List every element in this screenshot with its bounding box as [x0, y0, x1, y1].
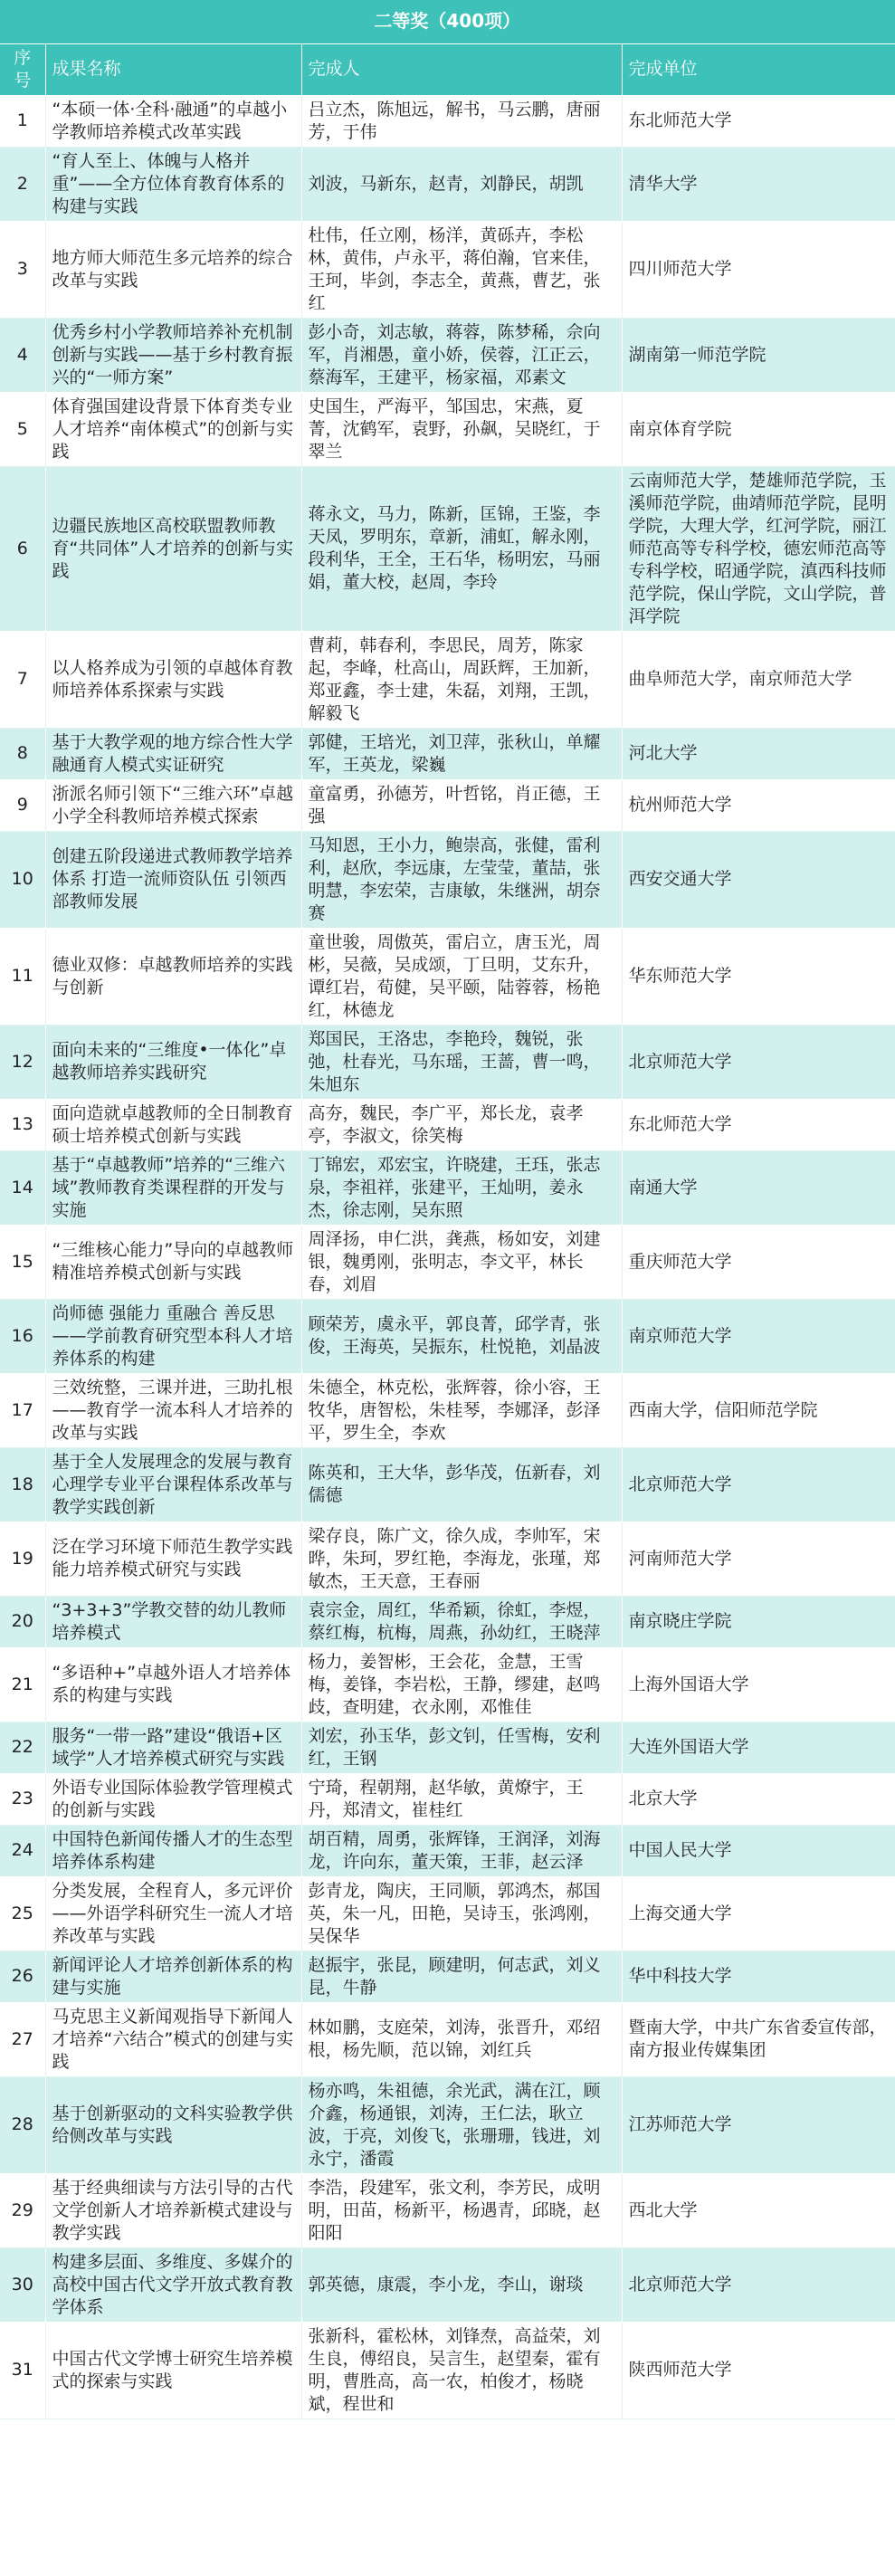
- header-members: 完成人: [301, 43, 622, 95]
- table-row: [0, 1773, 895, 1825]
- table-row: [0, 631, 895, 728]
- header-unit: 完成单位: [622, 43, 895, 95]
- cell-name: 面向未来的“三维度•一体化”卓越教师培养实践研究: [45, 1025, 301, 1099]
- table-row: [0, 779, 895, 831]
- cell-name: 以人格养成为引领的卓越体育教师培养体系探索与实践: [45, 631, 301, 728]
- table-row: [0, 2247, 895, 2322]
- cell-no: 3: [0, 221, 45, 318]
- table-title: 二等奖（400项）: [0, 0, 895, 43]
- table-row: [0, 1647, 895, 1722]
- cell-name: 中国古代文学博士研究生培养模式的探索与实践: [45, 2322, 301, 2419]
- cell-no: 30: [0, 2247, 45, 2322]
- cell-no: 23: [0, 1773, 45, 1825]
- cell-unit: 杭州师范大学: [622, 779, 895, 831]
- cell-unit: 西安交通大学: [622, 831, 895, 928]
- cell-unit: 清华大学: [622, 147, 895, 221]
- cell-members: 杜伟，任立刚，杨洋，黄砾卉，李松林，黄伟，卢永平，蒋伯瀚，官来佳，王珂，毕剑，李志全，黄燕，曹艺，张红: [301, 221, 622, 318]
- cell-unit: 北京师范大学: [622, 1447, 895, 1522]
- cell-no: 27: [0, 2002, 45, 2076]
- cell-unit: 大连外国语大学: [622, 1722, 895, 1773]
- cell-name: 体育强国建设背景下体育类专业人才培养“南体模式”的创新与实践: [45, 392, 301, 466]
- cell-name: 泛在学习环境下师范生教学实践能力培养模式研究与实践: [45, 1522, 301, 1596]
- cell-members: 李浩，段建军，张文利，李芳民，成明明，田苗，杨新平，杨遇青，邱晓，赵阳阳: [301, 2173, 622, 2247]
- cell-unit: 东北师范大学: [622, 1099, 895, 1150]
- table-title-row: [0, 0, 895, 43]
- cell-name: 地方师大师范生多元培养的综合改革与实践: [45, 221, 301, 318]
- cell-unit: 四川师范大学: [622, 221, 895, 318]
- table-row: [0, 2002, 895, 2076]
- cell-members: 刘波，马新东，赵青，刘静民，胡凯: [301, 147, 622, 221]
- table-row: [0, 1596, 895, 1647]
- cell-name: 优秀乡村小学教师培养补充机制创新与实践——基于乡村教育振兴的“一师方案”: [45, 318, 301, 392]
- cell-name: 基于创新驱动的文科实验教学供给侧改革与实践: [45, 2076, 301, 2173]
- cell-unit: 南京晓庄学院: [622, 1596, 895, 1647]
- cell-unit: 西南大学，信阳师范学院: [622, 1373, 895, 1447]
- table-row: [0, 1722, 895, 1773]
- cell-unit: 江苏师范大学: [622, 2076, 895, 2173]
- cell-unit: 上海外国语大学: [622, 1647, 895, 1722]
- cell-name: 浙派名师引领下“三维六环”卓越小学全科教师培养模式探索: [45, 779, 301, 831]
- cell-unit: 河南师范大学: [622, 1522, 895, 1596]
- cell-no: 8: [0, 728, 45, 779]
- cell-members: 杨力，姜智彬，王会花，金慧，王雪梅，姜锋，李岩松，王静，缪建，赵鸣歧，查明建，衣永刚，邓惟佳: [301, 1647, 622, 1722]
- cell-no: 4: [0, 318, 45, 392]
- cell-members: 童富勇，孙德芳，叶哲铭，肖正德，王强: [301, 779, 622, 831]
- table-row: [0, 1373, 895, 1447]
- cell-unit: 云南师范大学，楚雄师范学院，玉溪师范学院，曲靖师范学院，昆明学院，大理大学，红河学院，丽江师范高等专科学校，德宏师范高等专科学校，昭通学院，滇西科技师范学院，保山学院，文山学院，普洱学院: [622, 466, 895, 631]
- cell-no: 16: [0, 1299, 45, 1373]
- cell-members: 宁琦，程朝翔，赵华敏，黄燎宇，王丹，郑清文，崔桂红: [301, 1773, 622, 1825]
- cell-name: 边疆民族地区高校联盟教师教育“共同体”人才培养的创新与实践: [45, 466, 301, 631]
- cell-members: 童世骏，周傲英，雷启立，唐玉光，周彬，吴薇，吴成颂，丁旦明，艾东升，谭红岩，荀健，吴平颐，陆蓉蓉，杨艳红，林德龙: [301, 928, 622, 1025]
- cell-no: 6: [0, 466, 45, 631]
- header-no: 序号: [0, 43, 45, 95]
- table-row: [0, 1225, 895, 1299]
- table-row: [0, 928, 895, 1025]
- column-header-row: [0, 43, 895, 95]
- cell-name: 中国特色新闻传播人才的生态型培养体系构建: [45, 1825, 301, 1876]
- cell-name: 尚师德 强能力 重融合 善反思——学前教育研究型本科人才培养体系的构建: [45, 1299, 301, 1373]
- cell-no: 2: [0, 147, 45, 221]
- cell-name: 基于经典细读与方法引导的古代文学创新人才培养新模式建设与教学实践: [45, 2173, 301, 2247]
- cell-unit: 重庆师范大学: [622, 1225, 895, 1299]
- table-row: [0, 831, 895, 928]
- table-row: [0, 728, 895, 779]
- table-row: [0, 392, 895, 466]
- table-row: [0, 221, 895, 318]
- table-row: [0, 1025, 895, 1099]
- cell-no: 19: [0, 1522, 45, 1596]
- cell-unit: 南通大学: [622, 1150, 895, 1225]
- cell-no: 31: [0, 2322, 45, 2419]
- table-row: [0, 1951, 895, 2002]
- cell-no: 11: [0, 928, 45, 1025]
- cell-no: 17: [0, 1373, 45, 1447]
- cell-unit: 暨南大学，中共广东省委宣传部，南方报业传媒集团: [622, 2002, 895, 2076]
- cell-members: 顾荣芳，虞永平，郭良菁，邱学青，张俊，王海英，吴振东，杜悦艳，刘晶波: [301, 1299, 622, 1373]
- table-row: [0, 147, 895, 221]
- cell-unit: 北京师范大学: [622, 2247, 895, 2322]
- cell-no: 10: [0, 831, 45, 928]
- header-name: 成果名称: [45, 43, 301, 95]
- cell-name: 服务“一带一路”建设“俄语+区域学”人才培养模式研究与实践: [45, 1722, 301, 1773]
- table-body: [0, 95, 895, 2419]
- cell-no: 14: [0, 1150, 45, 1225]
- cell-members: 吕立杰，陈旭远，解书，马云鹏，唐丽芳，于伟: [301, 95, 622, 147]
- cell-name: “多语种+”卓越外语人才培养体系的构建与实践: [45, 1647, 301, 1722]
- cell-unit: 中国人民大学: [622, 1825, 895, 1876]
- cell-unit: 陕西师范大学: [622, 2322, 895, 2419]
- cell-unit: 河北大学: [622, 728, 895, 779]
- cell-no: 7: [0, 631, 45, 728]
- cell-unit: 曲阜师范大学，南京师范大学: [622, 631, 895, 728]
- table-row: [0, 1150, 895, 1225]
- cell-no: 12: [0, 1025, 45, 1099]
- cell-members: 朱德全，林克松，张辉蓉，徐小容，王牧华，唐智松，朱桂琴，李娜泽，彭泽平，罗生全，李欢: [301, 1373, 622, 1447]
- table-row: [0, 2322, 895, 2419]
- cell-name: 德业双修：卓越教师培养的实践与创新: [45, 928, 301, 1025]
- cell-name: “本硕一体·全科·融通”的卓越小学教师培养模式改革实践: [45, 95, 301, 147]
- cell-unit: 南京体育学院: [622, 392, 895, 466]
- table-row: [0, 95, 895, 147]
- cell-members: 陈英和，王大华，彭华茂，伍新春，刘儒德: [301, 1447, 622, 1522]
- cell-members: 杨亦鸣，朱祖德，余光武，满在江，顾介鑫，杨通银，刘涛，王仁法，耿立波，于亮，刘俊飞，张珊珊，钱进，刘永宁，潘霞: [301, 2076, 622, 2173]
- cell-members: 刘宏，孙玉华，彭文钊，任雪梅，安利红，王钢: [301, 1722, 622, 1773]
- cell-name: “育人至上、体魄与人格并重”——全方位体育教育体系的构建与实践: [45, 147, 301, 221]
- cell-name: 新闻评论人才培养创新体系的构建与实施: [45, 1951, 301, 2002]
- cell-no: 28: [0, 2076, 45, 2173]
- cell-name: 三效统整，三课并进，三助扎根——教育学一流本科人才培养的改革与实践: [45, 1373, 301, 1447]
- cell-members: 丁锦宏，邓宏宝，许晓建，王珏，张志泉，李祖祥，张建平，王灿明，姜永杰，徐志刚，吴东照: [301, 1150, 622, 1225]
- cell-members: 袁宗金，周红，华希颖，徐虹，李煜，蔡红梅，杭梅，周燕，孙幼红，王晓萍: [301, 1596, 622, 1647]
- cell-members: 高夯，魏民，李广平，郑长龙，袁孝亭，李淑文，徐笑梅: [301, 1099, 622, 1150]
- cell-members: 曹莉，韩春利，李思民，周芳，陈家起，李峰，杜高山，周跃辉，王加新，郑亚鑫，李士建，朱磊，刘翔，王凯，解毅飞: [301, 631, 622, 728]
- table-row: [0, 1447, 895, 1522]
- cell-no: 24: [0, 1825, 45, 1876]
- cell-members: 郭健，王培光，刘卫萍，张秋山，单耀军，王英龙，梁巍: [301, 728, 622, 779]
- cell-members: 张新科，霍松林，刘锋焘，高益荣，刘生良，傅绍良，吴言生，赵望秦，霍有明，曹胜高，高一农，柏俊才，杨晓斌，程世和: [301, 2322, 622, 2419]
- cell-no: 26: [0, 1951, 45, 2002]
- cell-no: 5: [0, 392, 45, 466]
- cell-name: 基于全人发展理念的发展与教育心理学专业平台课程体系改革与教学实践创新: [45, 1447, 301, 1522]
- cell-unit: 华中科技大学: [622, 1951, 895, 2002]
- cell-no: 18: [0, 1447, 45, 1522]
- cell-members: 赵振宇，张昆，顾建明，何志武，刘义昆，牛静: [301, 1951, 622, 2002]
- cell-no: 15: [0, 1225, 45, 1299]
- cell-members: 蒋永文，马力，陈新，匡锦，王鉴，李天凤，罗明东，章新，浦虹，解永刚，段利华，王全，王石华，杨明宏，马丽娟，董大校，赵周，李玲: [301, 466, 622, 631]
- cell-members: 郑国民，王洛忠，李艳玲，魏锐，张弛，杜春光，马东瑶，王蔷，曹一鸣，朱旭东: [301, 1025, 622, 1099]
- cell-members: 彭小奇，刘志敏，蒋蓉，陈梦稀，佘向军，肖湘愚，童小娇，侯蓉，江正云，蔡海军，王建平，杨家福，邓素文: [301, 318, 622, 392]
- cell-no: 22: [0, 1722, 45, 1773]
- cell-no: 25: [0, 1876, 45, 1951]
- cell-name: 马克思主义新闻观指导下新闻人才培养“六结合”模式的创建与实践: [45, 2002, 301, 2076]
- table-row: [0, 466, 895, 631]
- cell-name: 创建五阶段递进式教师教学培养体系 打造一流师资队伍 引领西部教师发展: [45, 831, 301, 928]
- cell-unit: 北京师范大学: [622, 1025, 895, 1099]
- cell-members: 梁存良，陈广文，徐久成，李帅军，宋晔，朱珂，罗红艳，李海龙，张瑾，郑敏杰，王天意，王春丽: [301, 1522, 622, 1596]
- cell-no: 21: [0, 1647, 45, 1722]
- cell-name: 构建多层面、多维度、多媒介的高校中国古代文学开放式教育教学体系: [45, 2247, 301, 2322]
- table-row: [0, 1876, 895, 1951]
- cell-name: 面向造就卓越教师的全日制教育硕士培养模式创新与实践: [45, 1099, 301, 1150]
- cell-name: 分类发展，全程育人，多元评价——外语学科研究生一流人才培养改革与实践: [45, 1876, 301, 1951]
- cell-unit: 湖南第一师范学院: [622, 318, 895, 392]
- table-row: [0, 318, 895, 392]
- table-row: [0, 2173, 895, 2247]
- cell-name: 基于“卓越教师”培养的“三维六域”教师教育类课程群的开发与实施: [45, 1150, 301, 1225]
- cell-unit: 南京师范大学: [622, 1299, 895, 1373]
- table-row: [0, 1299, 895, 1373]
- cell-unit: 北京大学: [622, 1773, 895, 1825]
- cell-name: “三维核心能力”导向的卓越教师精准培养模式创新与实践: [45, 1225, 301, 1299]
- table-row: [0, 1825, 895, 1876]
- cell-members: 周泽扬，申仁洪，龚燕，杨如安，刘建银，魏勇刚，张明志，李文平，林长春，刘眉: [301, 1225, 622, 1299]
- cell-no: 1: [0, 95, 45, 147]
- cell-unit: 华东师范大学: [622, 928, 895, 1025]
- cell-members: 史国生，严海平，邹国忠，宋燕，夏菁，沈鹤军，袁野，孙飙，吴晓红，于翠兰: [301, 392, 622, 466]
- cell-members: 郭英德，康震，李小龙，李山，谢琰: [301, 2247, 622, 2322]
- cell-members: 胡百精，周勇，张辉锋，王润泽，刘海龙，许向东，董天策，王菲，赵云泽: [301, 1825, 622, 1876]
- cell-members: 彭青龙，陶庆，王同顺，郭鸿杰，郝国英，朱一凡，田艳，吴诗玉，张鸿刚，吴保华: [301, 1876, 622, 1951]
- cell-name: “3+3+3”学教交替的幼儿教师培养模式: [45, 1596, 301, 1647]
- cell-no: 13: [0, 1099, 45, 1150]
- cell-members: 马知恩，王小力，鲍崇高，张健，雷利利，赵欣，李远康，左莹莹，董喆，张明慧，李宏荣，吉康敏，朱继洲，胡奈赛: [301, 831, 622, 928]
- cell-name: 基于大教学观的地方综合性大学融通育人模式实证研究: [45, 728, 301, 779]
- cell-no: 20: [0, 1596, 45, 1647]
- cell-unit: 上海交通大学: [622, 1876, 895, 1951]
- table-row: [0, 1522, 895, 1596]
- cell-members: 林如鹏，支庭荣，刘涛，张晋升，邓绍根，杨先顺，范以锦，刘红兵: [301, 2002, 622, 2076]
- cell-no: 9: [0, 779, 45, 831]
- cell-unit: 西北大学: [622, 2173, 895, 2247]
- cell-no: 29: [0, 2173, 45, 2247]
- cell-name: 外语专业国际体验教学管理模式的创新与实践: [45, 1773, 301, 1825]
- table-row: [0, 2076, 895, 2173]
- table-row: [0, 1099, 895, 1150]
- cell-unit: 东北师范大学: [622, 95, 895, 147]
